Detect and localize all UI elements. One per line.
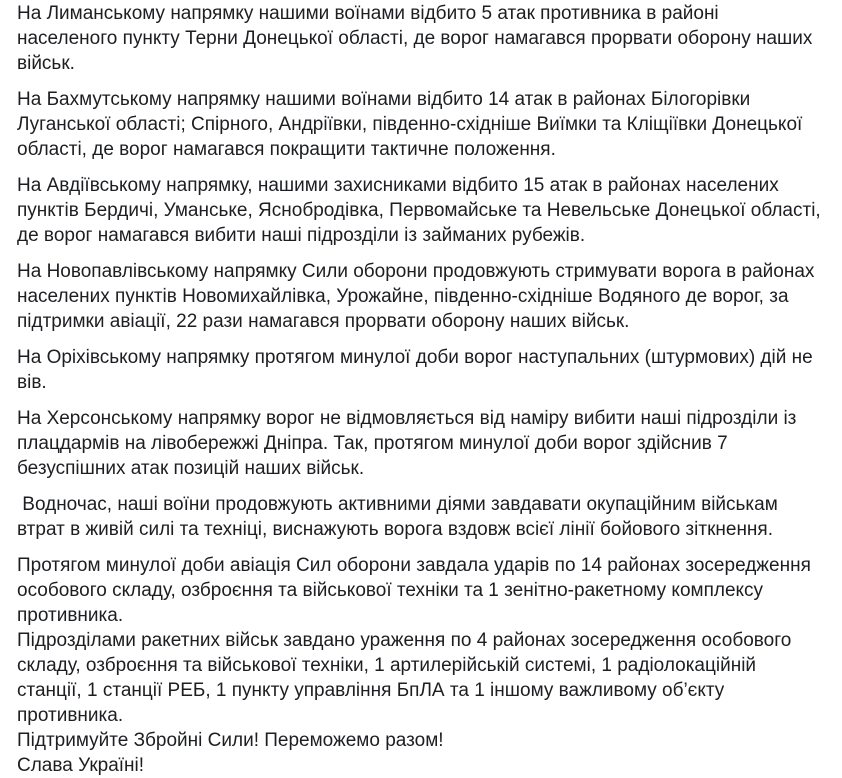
paragraph-bakhmut: На Бахмутському напрямку нашими воїнами відбито 14 атак в районах Білогорівки Луганської області; Спірного, Андріївки, південно-східніше Виїмки та Кліщіївки Донецької області, де ворог намагався покращити тактичне положення. — [17, 89, 808, 160]
paragraph-aviation: Протягом минулої доби авіація Сил оборони завдала ударів по 14 районах зосередження особового складу, озброєння та військової техніки та 1 зенітно-ракетному комплексу противника. — [17, 555, 817, 626]
paragraph-novopavlivka: На Новопавлівському напрямку Сили оборони продовжують стримувати ворога в районах населених пунктів Новомихайлівка, Урожайне, південно-східніше Водяного де ворог, за підтримки авіації, 22 рази намагався прорвати оборону наших військ. — [17, 261, 820, 332]
paragraph-avdiivka: На Авдіївському напрямку, нашими захисниками відбито 15 атак в районах населених пунктів Бердичі, Уманське, Яснобродівка, Первомайське та Невельське Донецької області, де ворог намагався вибити наші підрозділи із займаних рубежів. — [17, 175, 826, 246]
glory-line: Слава Україні! — [17, 755, 145, 776]
paragraph-kherson: На Херсонському напрямку ворог не відмовляється від наміру вибити наші підрозділи із плацдармів на лівобережжі Дніпра. Так, протягом минулої доби ворог здійснив 7 безуспішних атак позицій наших військ. — [17, 408, 802, 479]
paragraph-meanwhile: Водночас, наші воїни продовжують активними діями завдавати окупаційним військам втрат в живій силі та техніці, виснажують ворога вздовж всієї лінії бойового зіткнення. — [17, 494, 784, 540]
support-line: Підтримуйте Збройні Сили! Переможемо разом! — [17, 730, 444, 751]
paragraph-orikhiv: На Оріхівському напрямку протягом минулої доби ворог наступальних (штурмових) дій не вів. — [17, 347, 818, 393]
paragraph-missile-troops: Підрозділами ракетних військ завдано ураження по 4 районах зосередження особового складу, озброєння та військової техніки, 1 артилерійській системі, 1 радіолокаційній станції, 1 станції РЕБ, 1 пункту управління БпЛА та 1 іншому важливому об’єкту противника. — [17, 630, 797, 726]
paragraph-lyman: На Лиманському напрямку нашими воїнами відбито 5 атак противника в районі населеного пункту Терни Донецької області, де ворог намагався прорвати оборону наших військ. — [17, 3, 818, 74]
